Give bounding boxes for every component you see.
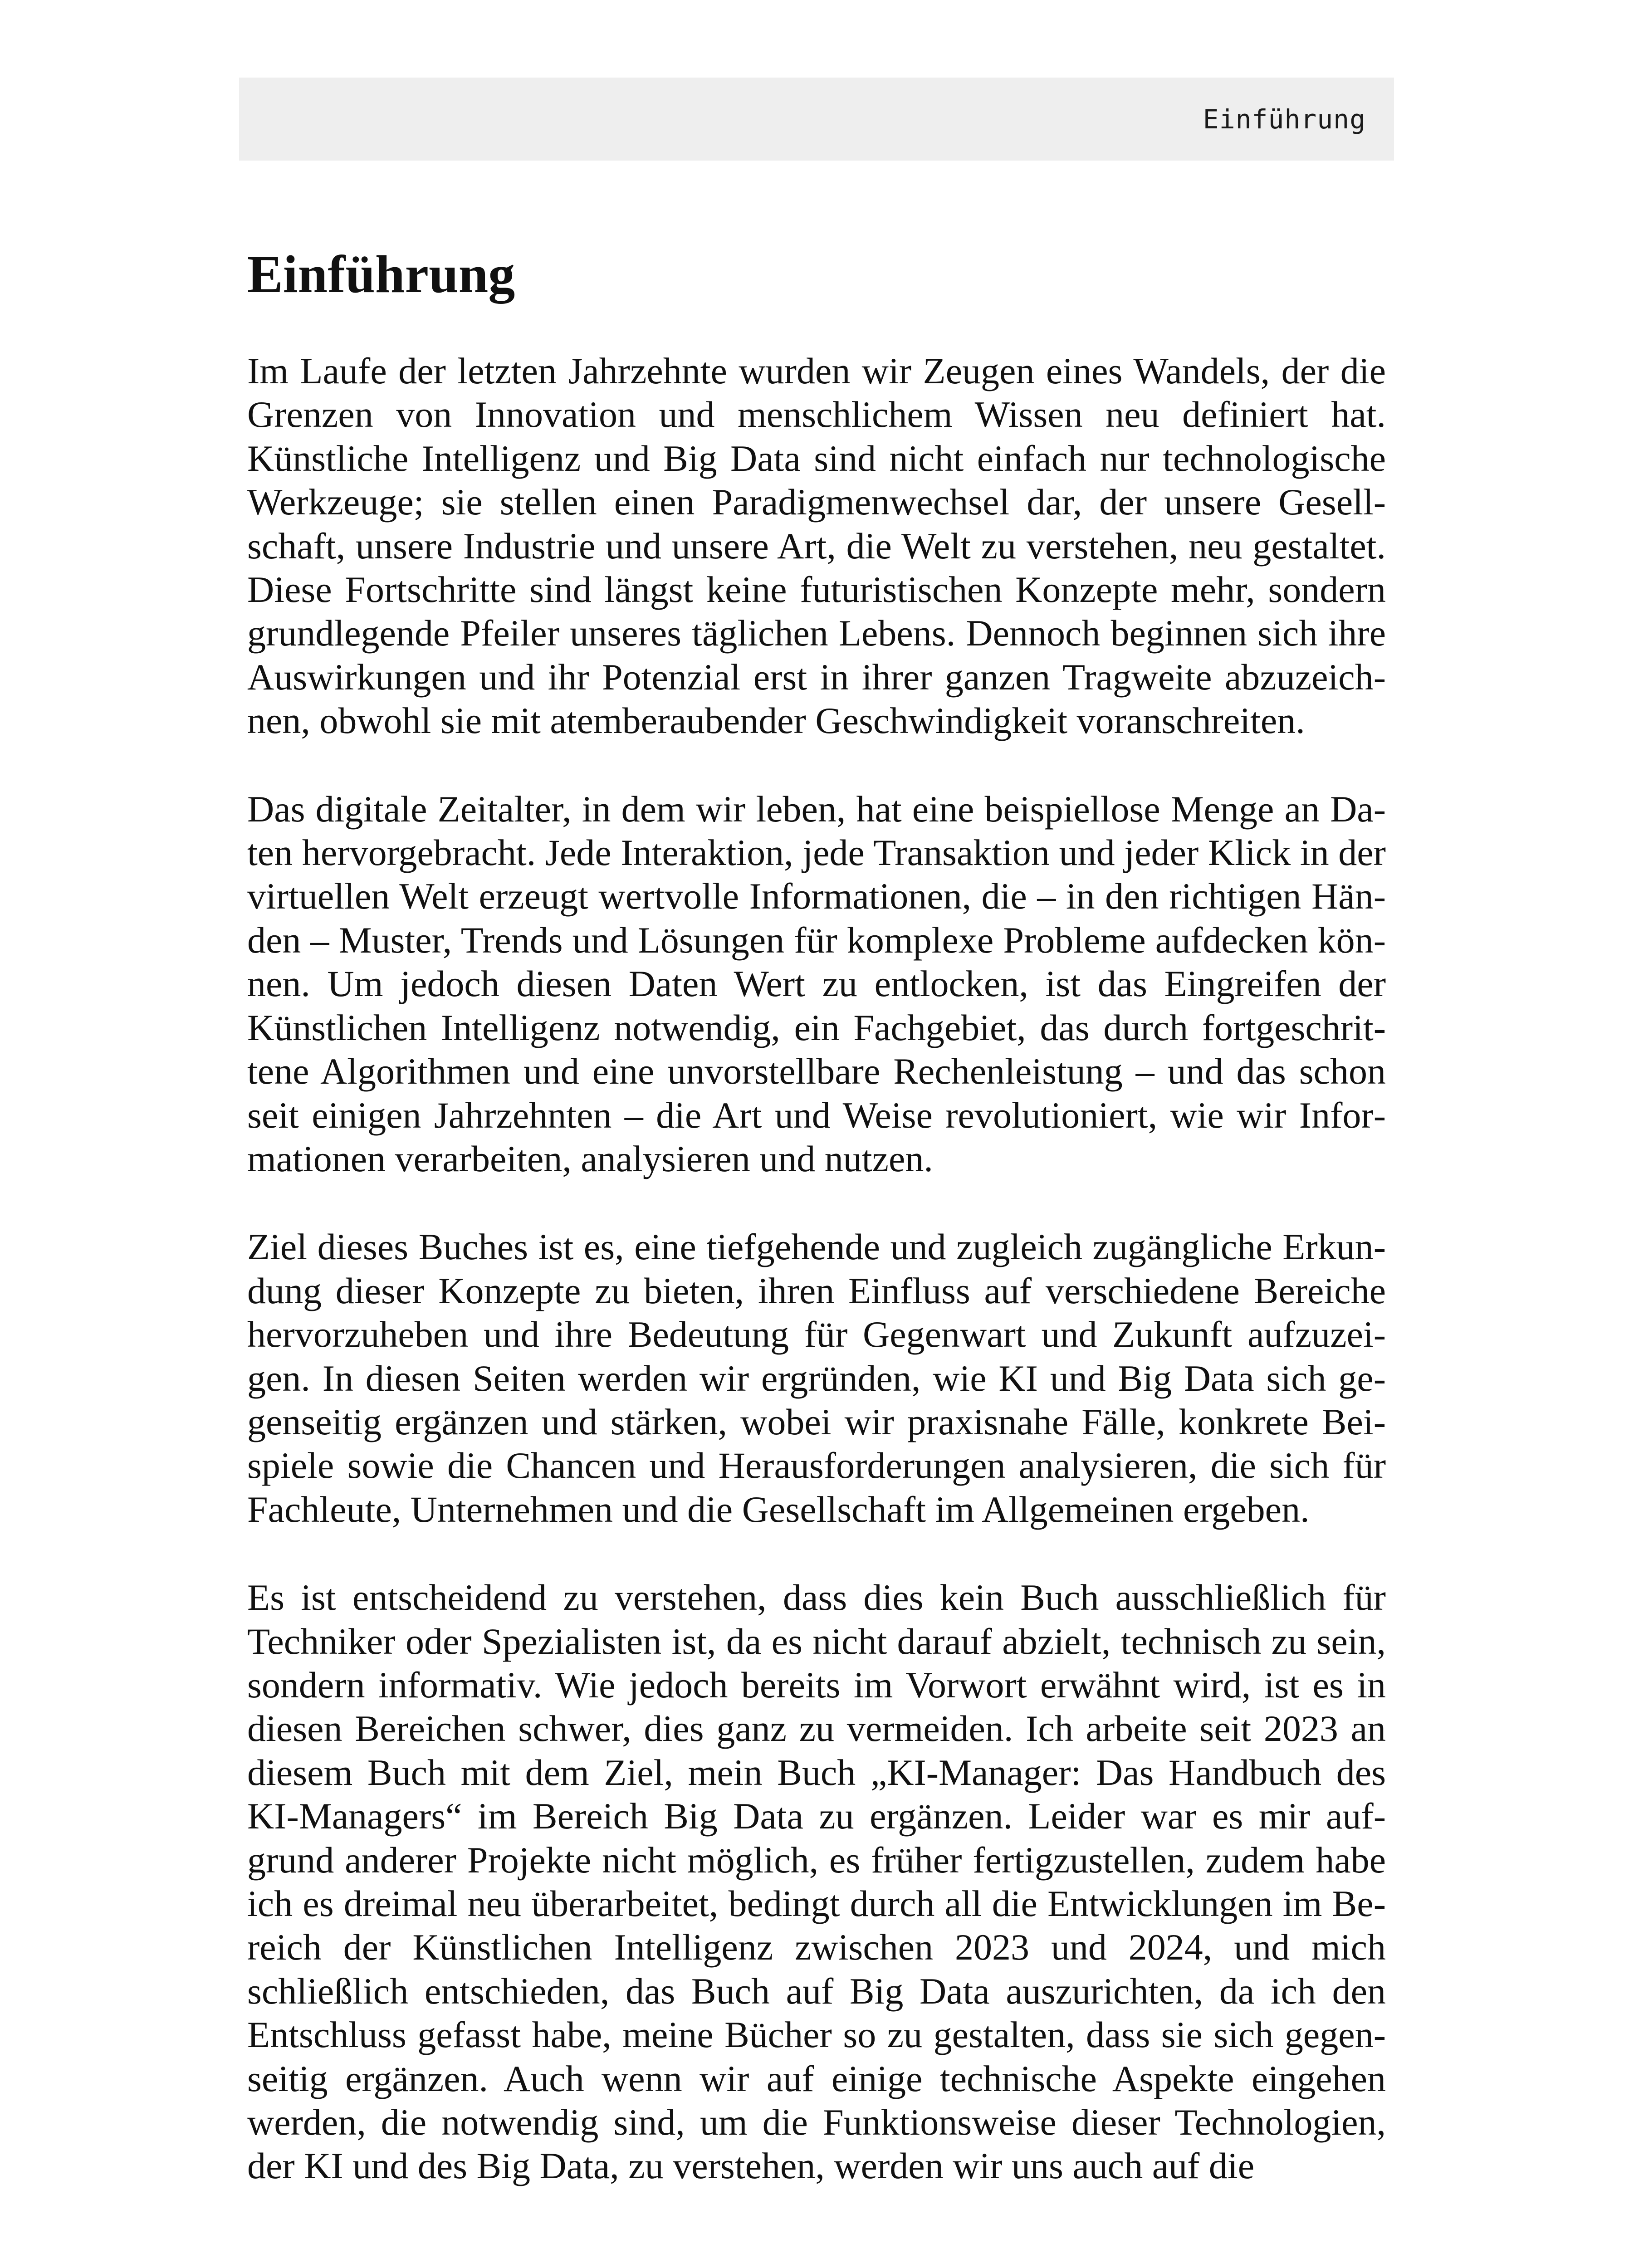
chapter-title: Einführung [247, 244, 515, 304]
paragraph-3: Ziel dieses Buches ist es, eine tiefgehende und zugleich zugängliche Erkundung dieser Konzepte zu bieten, ihren Einfluss auf verschiedene Bereiche hervorzuheben und ihre Bedeutung für Gegenwart und Zukunft aufzuzeigen. In diesen Seiten werden wir ergründen, wie KI und Big Data sich gegenseitig ergänzen und stärken, wobei wir praxisnahe Fälle, konkrete Beispiele sowie die Chancen und Herausforderungen analysieren, die sich für Fachleute, Unternehmen und die Gesellschaft im Allgemeinen ergeben. [247, 1226, 1386, 1530]
chapter-body [247, 349, 1386, 2188]
running-header [239, 78, 1394, 161]
running-header-title: Einführung [1203, 103, 1366, 135]
paragraph-2: Das digitale Zeitalter, in dem wir leben, hat eine beispiellose Menge an Daten hervorgebracht. Jede Interaktion, jede Transaktion und jeder Klick in der virtuellen Welt erzeugt wertvolle Informationen, die – in den richtigen Händen – Muster, Trends und Lösungen für komplexe Probleme aufdecken können. Um jedoch diesen Daten Wert zu entlocken, ist das Eingreifen der Künstlichen Intelligenz notwendig, ein Fachgebiet, das durch fortgeschrittene Algorithmen und eine unvorstellbare Rechenleistung – und das schon seit einigen Jahrzehnten – die Art und Weise revolutioniert, wie wir Informationen verarbeiten, analysieren und nutzen. [247, 788, 1386, 1179]
paragraph-4: Es ist entscheidend zu verstehen, dass dies kein Buch ausschließlich für Techniker oder Spezialisten ist, da es nicht darauf abzielt, technisch zu sein, sondern informativ. Wie jedoch bereits im Vorwort erwähnt wird, ist es in diesen Bereichen schwer, dies ganz zu vermeiden. Ich arbeite seit 2023 an diesem Buch mit dem Ziel, mein Buch „KI-Manager: Das Handbuch des KI-Managers“ im Bereich Big Data zu ergänzen. Leider war es mir aufgrund anderer Projekte nicht möglich, es früher fertigzustellen, zudem habe ich es dreimal neu überarbeitet, bedingt durch all die Entwicklungen im Bereich der Künstlichen Intelligenz zwischen 2023 und 2024, und mich schließlich entschieden, das Buch auf Big Data auszurichten, da ich den Entschluss gefasst habe, meine Bücher so zu gestalten, dass sie sich gegenseitig ergänzen. Auch wenn wir auf einige technische Aspekte eingehen werden, die notwendig sind, um die Funktionsweise dieser Technologien, der KI und des Big Data, zu verstehen, werden wir uns auch auf die [247, 1577, 1386, 2187]
paragraph-1: Im Laufe der letzten Jahrzehnte wurden wir Zeugen eines Wandels, der die Grenzen von Innovation und menschlichem Wissen neu definiert hat. Künstliche Intelligenz und Big Data sind nicht einfach nur technologische Werkzeuge; sie stellen einen Paradigmenwechsel dar, der unsere Gesellschaft, unsere Industrie und unsere Art, die Welt zu verstehen, neu gestaltet. Diese Fortschritte sind längst keine futuristischen Konzepte mehr, sondern grundlegende Pfeiler unseres täglichen Lebens. Dennoch beginnen sich ihre Auswirkungen und ihr Potenzial erst in ihrer ganzen Tragweite abzuzeichnen, obwohl sie mit atemberaubender Geschwindigkeit voranschreiten. [247, 350, 1386, 742]
